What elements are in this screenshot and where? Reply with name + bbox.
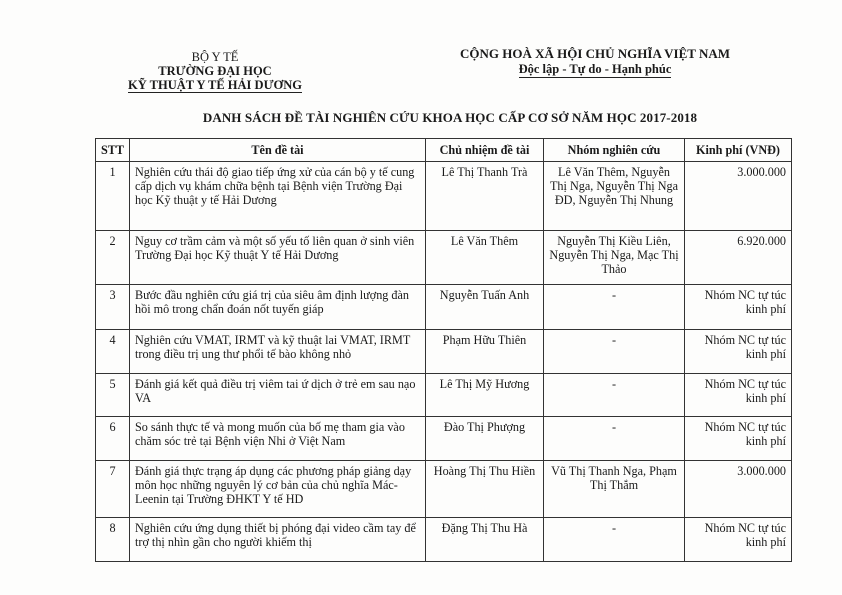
national-heading	[440, 46, 750, 78]
school-name-line1: TRƯỜNG ĐẠI HỌC	[158, 64, 272, 78]
row-topic: Đánh giá kết quả điều trị viêm tai ứ dịch ở trẻ em sau nạo VA	[130, 374, 426, 417]
table-row	[96, 231, 792, 285]
row-lead: Lê Văn Thêm	[426, 231, 544, 285]
row-group: Lê Văn Thêm, Nguyễn Thị Nga, Nguyễn Thị Nga ĐD, Nguyễn Thị Nhung	[544, 162, 685, 231]
national-motto: Độc lập - Tự do - Hạnh phúc	[518, 62, 672, 76]
row-lead: Lê Thị Thanh Trà	[426, 162, 544, 231]
col-header-topic: Tên đề tài	[130, 139, 426, 162]
row-budget: Nhóm NC tự túc kinh phí	[685, 417, 792, 461]
issuer-block	[110, 50, 320, 93]
document-title: DANH SÁCH ĐỀ TÀI NGHIÊN CỨU KHOA HỌC CẤP CƠ SỞ NĂM HỌC 2017-2018	[202, 110, 698, 125]
row-topic: Nghiên cứu VMAT, IRMT và kỹ thuật lai VMAT, IRMT trong điều trị ung thư phổi tế bào không nhỏ	[130, 330, 426, 374]
table-row	[96, 285, 792, 330]
row-budget: Nhóm NC tự túc kinh phí	[685, 374, 792, 417]
row-topic: So sánh thực tế và mong muốn của bố mẹ tham gia vào chăm sóc trẻ tại Bệnh viện Nhi ở Việt Nam	[130, 417, 426, 461]
row-group: Nguyễn Thị Kiều Liên, Nguyễn Thị Nga, Mạc Thị Thảo	[544, 231, 685, 285]
row-stt: 3	[96, 285, 130, 330]
row-group: -	[544, 417, 685, 461]
country-name: CỘNG HOÀ XÃ HỘI CHỦ NGHĨA VIỆT NAM	[459, 46, 731, 61]
table-row	[96, 374, 792, 417]
row-group: Vũ Thị Thanh Nga, Phạm Thị Thắm	[544, 461, 685, 518]
row-budget: Nhóm NC tự túc kinh phí	[685, 330, 792, 374]
row-stt: 1	[96, 162, 130, 231]
row-budget: 3.000.000	[685, 461, 792, 518]
row-lead: Đào Thị Phượng	[426, 417, 544, 461]
col-header-lead: Chủ nhiệm đề tài	[426, 139, 544, 162]
row-lead: Hoàng Thị Thu Hiền	[426, 461, 544, 518]
row-budget: 3.000.000	[685, 162, 792, 231]
research-topics-table	[95, 138, 792, 562]
table-header-row	[96, 139, 792, 162]
table-row	[96, 518, 792, 562]
row-stt: 5	[96, 374, 130, 417]
row-topic: Nghiên cứu thái độ giao tiếp ứng xử của cán bộ y tế cung cấp dịch vụ khám chữa bệnh tại Bệnh viện Trường Đại học Kỹ thuật y tế Hải Dương	[130, 162, 426, 231]
row-lead: Lê Thị Mỹ Hương	[426, 374, 544, 417]
row-stt: 6	[96, 417, 130, 461]
row-budget: Nhóm NC tự túc kinh phí	[685, 518, 792, 562]
row-budget: Nhóm NC tự túc kinh phí	[685, 285, 792, 330]
row-stt: 8	[96, 518, 130, 562]
row-topic: Bước đầu nghiên cứu giá trị của siêu âm định lượng đàn hồi mô trong chẩn đoán nốt tuyến giáp	[130, 285, 426, 330]
table-row	[96, 417, 792, 461]
col-header-group: Nhóm nghiên cứu	[544, 139, 685, 162]
school-name-line2: KỸ THUẬT Y TẾ HẢI DƯƠNG	[128, 78, 302, 92]
table-row	[96, 461, 792, 518]
row-stt: 7	[96, 461, 130, 518]
table-row	[96, 330, 792, 374]
table-row	[96, 162, 792, 231]
row-stt: 2	[96, 231, 130, 285]
row-group: -	[544, 518, 685, 562]
col-header-stt: STT	[96, 139, 130, 162]
row-topic: Nguy cơ trầm cảm và một số yếu tố liên quan ở sinh viên Trường Đại học Kỹ thuật Y tế Hải Dương	[130, 231, 426, 285]
row-topic: Đánh giá thực trạng áp dụng các phương pháp giảng dạy môn học những nguyên lý cơ bản của chủ nghĩa Mác-Leenin tại Trường ĐHKT Y tế HD	[130, 461, 426, 518]
row-budget: 6.920.000	[685, 231, 792, 285]
row-group: -	[544, 285, 685, 330]
row-lead: Phạm Hữu Thiên	[426, 330, 544, 374]
row-stt: 4	[96, 330, 130, 374]
row-lead: Đặng Thị Thu Hà	[426, 518, 544, 562]
col-header-budget: Kinh phí (VNĐ)	[685, 139, 792, 162]
row-group: -	[544, 330, 685, 374]
row-group: -	[544, 374, 685, 417]
ministry-name: BỘ Y TẾ	[191, 50, 239, 64]
row-lead: Nguyễn Tuấn Anh	[426, 285, 544, 330]
row-topic: Nghiên cứu ứng dụng thiết bị phóng đại video cầm tay để trợ thị nhìn gần cho người khiếm thị	[130, 518, 426, 562]
